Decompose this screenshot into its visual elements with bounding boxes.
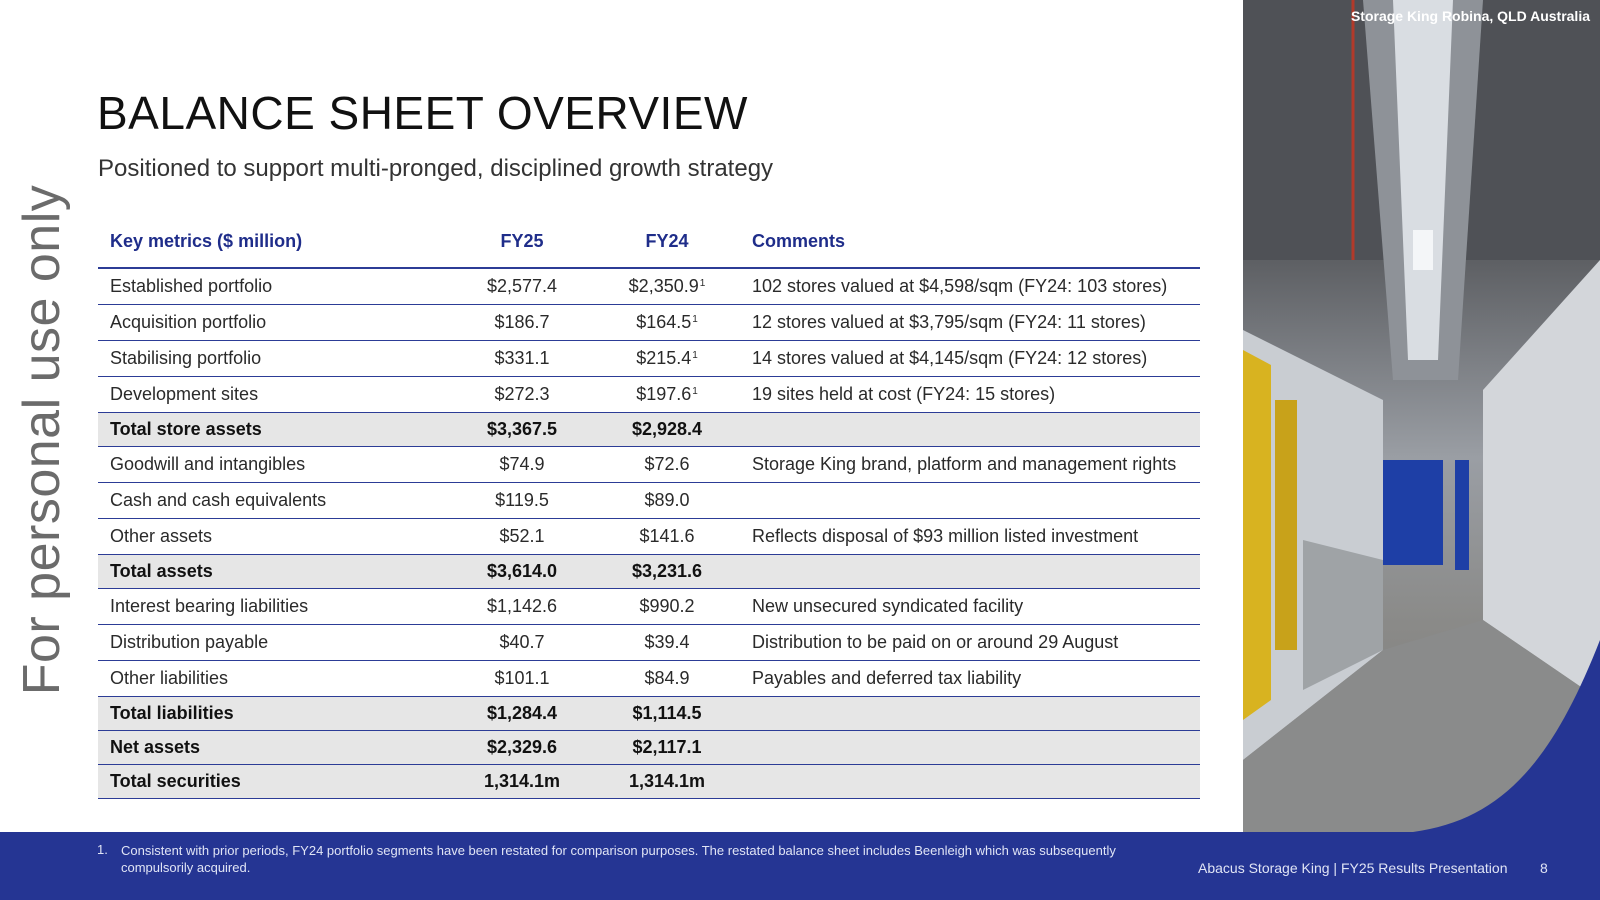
- table-header-row: [98, 215, 1200, 268]
- fy24-value-cell: [594, 519, 740, 555]
- corridor-illustration: [1243, 0, 1600, 832]
- fy24-value-cell: [594, 305, 740, 341]
- row-comment: 14 stores valued at $4,145/sqm (FY24: 12 stores): [740, 341, 1200, 377]
- footnote-number: 1.: [97, 842, 108, 857]
- footer-bar: [0, 832, 1600, 900]
- fy24-value: $2,117.1: [632, 737, 702, 757]
- row-comment: Distribution to be paid on or around 29 August: [740, 625, 1200, 661]
- presentation-title: Abacus Storage King | FY25 Results Presentation: [1198, 860, 1508, 876]
- photo-caption: Storage King Robina, QLD Australia: [1350, 8, 1590, 24]
- footnote-marker: 1: [692, 350, 698, 361]
- table-row: [98, 413, 1200, 447]
- table-body: [98, 268, 1200, 799]
- table-row: [98, 661, 1200, 697]
- fy25-value: $3,614.0: [450, 555, 594, 589]
- footnote-text: Consistent with prior periods, FY24 portfolio segments have been restated for comparison purposes. The restated balance sheet includes Beenleigh which was subsequently compulsorily acquired.: [121, 843, 1116, 875]
- fy24-value: $164.5: [636, 312, 692, 332]
- footnote-marker: 1: [699, 278, 706, 289]
- fy25-value: $2,329.6: [450, 731, 594, 765]
- table-row: [98, 589, 1200, 625]
- row-label: Established portfolio: [98, 268, 450, 305]
- row-comment: [740, 765, 1200, 799]
- fy25-value: $2,577.4: [450, 268, 594, 305]
- fy24-value-cell: [594, 483, 740, 519]
- storage-facility-photo: [1243, 0, 1600, 832]
- table-row: [98, 519, 1200, 555]
- fy24-value-cell: [594, 268, 740, 305]
- row-label: Cash and cash equivalents: [98, 483, 450, 519]
- row-comment: Reflects disposal of $93 million listed investment: [740, 519, 1200, 555]
- fy25-value: $3,367.5: [450, 413, 594, 447]
- fy24-value: $89.0: [644, 490, 690, 510]
- row-label: Total liabilities: [98, 697, 450, 731]
- table-row: [98, 483, 1200, 519]
- row-label: Other liabilities: [98, 661, 450, 697]
- fy24-value-cell: [594, 341, 740, 377]
- fy25-value: 1,314.1m: [450, 765, 594, 799]
- row-comment: [740, 483, 1200, 519]
- header-comments: Comments: [740, 215, 1200, 268]
- row-label: Distribution payable: [98, 625, 450, 661]
- fy24-value-cell: [594, 661, 740, 697]
- fy24-value: $1,114.5: [632, 703, 702, 723]
- balance-sheet-table: [98, 215, 1200, 799]
- row-comment: Payables and deferred tax liability: [740, 661, 1200, 697]
- fy24-value-cell: [594, 625, 740, 661]
- fy25-value: $272.3: [450, 377, 594, 413]
- fy25-value: $1,284.4: [450, 697, 594, 731]
- table-row: [98, 447, 1200, 483]
- fy24-value-cell: [594, 589, 740, 625]
- row-comment: [740, 555, 1200, 589]
- row-comment: [740, 413, 1200, 447]
- header-key-metrics: Key metrics ($ million): [98, 215, 450, 268]
- fy24-value-cell: [594, 555, 740, 589]
- footnote-marker: 1: [692, 314, 698, 325]
- fy24-value: $84.9: [644, 668, 690, 688]
- fy24-value: $39.4: [644, 632, 690, 652]
- fy25-value: $40.7: [450, 625, 594, 661]
- row-label: Stabilising portfolio: [98, 341, 450, 377]
- header-fy25: FY25: [450, 215, 594, 268]
- fy24-value: $3,231.6: [631, 561, 703, 581]
- table-row: [98, 341, 1200, 377]
- table-row: [98, 731, 1200, 765]
- fy24-value: 1,314.1m: [628, 771, 706, 791]
- table-row: [98, 765, 1200, 799]
- row-comment: New unsecured syndicated facility: [740, 589, 1200, 625]
- table-row: [98, 305, 1200, 341]
- table-row: [98, 625, 1200, 661]
- fy24-value: $72.6: [644, 454, 690, 474]
- row-comment: 19 sites held at cost (FY24: 15 stores): [740, 377, 1200, 413]
- row-label: Net assets: [98, 731, 450, 765]
- fy24-value: $197.6: [636, 384, 692, 404]
- row-comment: Storage King brand, platform and management rights: [740, 447, 1200, 483]
- fy24-value: $141.6: [639, 526, 695, 546]
- row-comment: [740, 697, 1200, 731]
- fy24-value-cell: [594, 447, 740, 483]
- footnote-marker: 1: [692, 386, 698, 397]
- fy24-value-cell: [594, 377, 740, 413]
- table-row: [98, 377, 1200, 413]
- fy25-value: $74.9: [450, 447, 594, 483]
- fy25-value: $52.1: [450, 519, 594, 555]
- fy24-value: $2,928.4: [631, 419, 703, 439]
- row-label: Goodwill and intangibles: [98, 447, 450, 483]
- row-label: Acquisition portfolio: [98, 305, 450, 341]
- page-number: 8: [1540, 860, 1548, 876]
- watermark-text: For personal use only: [13, 184, 71, 696]
- fy24-value: $2,350.9: [628, 276, 699, 296]
- fy24-value-cell: [594, 765, 740, 799]
- table-row: [98, 555, 1200, 589]
- table-row: [98, 697, 1200, 731]
- row-label: Development sites: [98, 377, 450, 413]
- row-label: Total securities: [98, 765, 450, 799]
- row-label: Total store assets: [98, 413, 450, 447]
- fy25-value: $1,142.6: [450, 589, 594, 625]
- row-label: Interest bearing liabilities: [98, 589, 450, 625]
- fy25-value: $119.5: [450, 483, 594, 519]
- fy25-value: $186.7: [450, 305, 594, 341]
- page-subtitle: Positioned to support multi-pronged, disciplined growth strategy: [98, 155, 774, 182]
- fy25-value: $101.1: [450, 661, 594, 697]
- fy24-value-cell: [594, 413, 740, 447]
- page-title: BALANCE SHEET OVERVIEW: [97, 87, 748, 139]
- row-comment: [740, 731, 1200, 765]
- header-fy24: FY24: [594, 215, 740, 268]
- row-label: Other assets: [98, 519, 450, 555]
- table-row: [98, 268, 1200, 305]
- fy24-value-cell: [594, 697, 740, 731]
- fy25-value: $331.1: [450, 341, 594, 377]
- fy24-value: $990.2: [639, 596, 695, 616]
- row-comment: 12 stores valued at $3,795/sqm (FY24: 11 stores): [740, 305, 1200, 341]
- fy24-value-cell: [594, 731, 740, 765]
- row-comment: 102 stores valued at $4,598/sqm (FY24: 103 stores): [740, 268, 1200, 305]
- fy24-value: $215.4: [636, 348, 692, 368]
- row-label: Total assets: [98, 555, 450, 589]
